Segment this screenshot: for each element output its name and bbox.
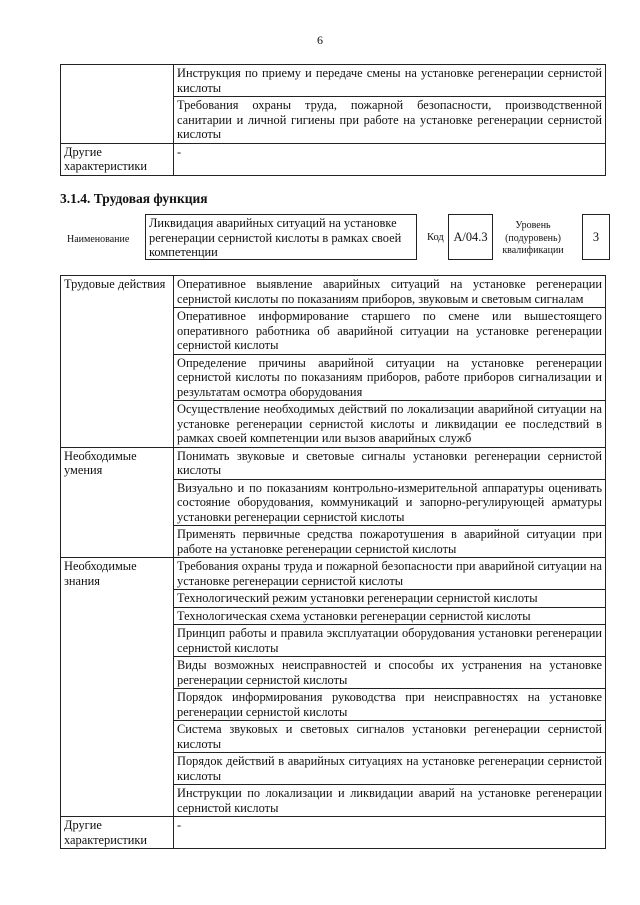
item-cell: Осуществление необходимых действий по локализации аварийной ситуации на установке регенерации сернистой кислоты и ликвидации ее последствий в рамках своей компетенции или вызов аварийных служб xyxy=(174,401,606,448)
section-title: 3.1.4. Трудовая функция xyxy=(60,191,208,206)
item-cell: Понимать звуковые и световые сигналы установки регенерации сернистой кислоты xyxy=(174,447,606,479)
item-cell: - xyxy=(174,143,606,175)
category-cell xyxy=(61,65,174,144)
table-row xyxy=(61,447,606,479)
labor-function-header xyxy=(60,214,610,260)
category-cell: Другие характеристики xyxy=(61,817,174,849)
qualification-level-box: 3 xyxy=(582,214,610,260)
item-cell: Оперативное информирование старшего по смене или вышестоящего оперативного работника об аварийной ситуации на установке регенерации сернистой кислоты xyxy=(174,308,606,355)
main-table xyxy=(60,275,606,849)
item-cell: Инструкция по приему и передаче смены на установке регенерации сернистой кислоты xyxy=(174,65,606,97)
function-name-box: Ликвидация аварийных ситуаций на установке регенерации сернистой кислоты в рамках своей компетенции xyxy=(145,214,417,260)
table-row xyxy=(61,558,606,590)
item-cell: Принцип работы и правила эксплуатации оборудования установки регенерации сернистой кислоты xyxy=(174,625,606,657)
item-cell: Определение причины аварийной ситуации на установке регенерации сернистой кислоты по показаниям приборов, работе приборов сигнализации и результатам осмотра оборудования xyxy=(174,354,606,401)
category-cell: Необходимые знания xyxy=(61,558,174,817)
code-label: Код xyxy=(427,232,444,243)
item-cell: Оперативное выявление аварийных ситуаций на установке регенерации сернистой кислоты по показаниям приборов, звуковым и световым сигналам xyxy=(174,276,606,308)
table-row xyxy=(61,817,606,849)
item-cell: Инструкции по локализации и ликвидации аварий на установке регенерации сернистой кислоты xyxy=(174,785,606,817)
top-table xyxy=(60,64,606,176)
category-cell: Другие характеристики xyxy=(61,143,174,175)
table-row xyxy=(61,65,606,97)
item-cell: Порядок информирования руководства при неисправностях на установке регенерации сернистой кислоты xyxy=(174,689,606,721)
item-cell: Требования охраны труда, пожарной безопасности, производственной санитарии и личной гигиены при работе на установке регенерации сернистой кислоты xyxy=(174,97,606,144)
page-number: 6 xyxy=(317,33,323,47)
item-cell: Технологическая схема установки регенерации сернистой кислоты xyxy=(174,607,606,625)
item-cell: Система звуковых и световых сигналов установки регенерации сернистой кислоты xyxy=(174,721,606,753)
category-cell: Необходимые умения xyxy=(61,447,174,558)
table-row xyxy=(61,276,606,308)
function-code-box: A/04.3 xyxy=(448,214,493,260)
item-cell: Технологический режим установки регенерации сернистой кислоты xyxy=(174,590,606,608)
item-cell: Применять первичные средства пожаротушения в аварийной ситуации при работе на установке регенерации сернистой кислоты xyxy=(174,526,606,558)
table-row xyxy=(61,143,606,175)
item-cell: Виды возможных неисправностей и способы их устранения на установке регенерации сернистой кислоты xyxy=(174,657,606,689)
item-cell: Визуально и по показаниям контрольно-измерительной аппаратуры оценивать состояние оборудования, коммуникаций и запорно-регулирующей арматуры установки регенерации сернистой кислоты xyxy=(174,479,606,526)
item-cell: - xyxy=(174,817,606,849)
level-label: Уровень (подуровень) квалификации xyxy=(502,220,564,256)
category-cell: Трудовые действия xyxy=(61,276,174,448)
name-label: Наименование xyxy=(67,234,130,245)
item-cell: Порядок действий в аварийных ситуациях на установке регенерации сернистой кислоты xyxy=(174,753,606,785)
item-cell: Требования охраны труда и пожарной безопасности при аварийной ситуации на установке регенерации сернистой кислоты xyxy=(174,558,606,590)
